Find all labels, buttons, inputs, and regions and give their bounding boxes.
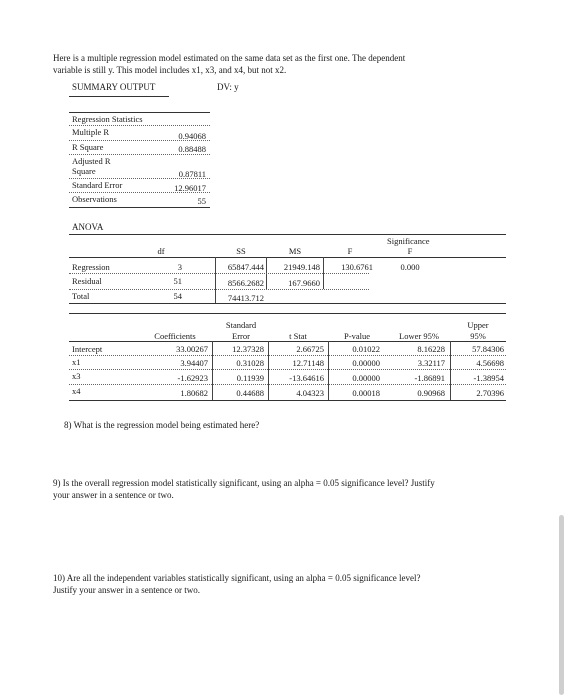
anova-row-divider bbox=[69, 289, 369, 290]
anova-ss: 8566.2682 bbox=[227, 278, 264, 288]
anova-header-df: df bbox=[157, 246, 165, 256]
anova-ss: 65847.444 bbox=[227, 262, 264, 272]
rs-label-cont: Square bbox=[72, 166, 96, 176]
rs-divider bbox=[69, 125, 210, 126]
anova-header-ss: SS bbox=[236, 246, 246, 256]
coef-value: -1.62923 bbox=[177, 373, 208, 383]
coef-t: 2.66725 bbox=[296, 344, 324, 354]
anova-title: ANOVA bbox=[72, 222, 104, 232]
coef-lower: -1.86891 bbox=[414, 373, 445, 383]
dv-label: DV: y bbox=[217, 82, 239, 92]
coef-header-upper: Upper bbox=[467, 320, 489, 330]
intro-line-2: variable is still y. This model includes x1, x3, and x4, but not x2. bbox=[53, 65, 287, 75]
coef-p: 0.01022 bbox=[352, 344, 380, 354]
intro-line-1: Here is a multiple regression model estimated on the same data set as the first one. The dependent bbox=[53, 53, 406, 63]
coef-row-label: x4 bbox=[72, 386, 81, 396]
rs-divider bbox=[69, 140, 210, 141]
rs-bottom-rule bbox=[69, 207, 210, 208]
coef-upper: 4.56698 bbox=[476, 358, 504, 368]
coef-lower: 3.32117 bbox=[417, 358, 445, 368]
anova-bottom-rule bbox=[69, 303, 506, 304]
question-10-line-1: 10) Are all the independent variables statistically significant, using an alpha = 0.05 significance level? bbox=[53, 573, 421, 583]
coef-value: 33.00267 bbox=[176, 344, 208, 354]
anova-df: 3 bbox=[177, 262, 182, 272]
anova-df: 51 bbox=[173, 276, 182, 286]
coef-header-t: t Stat bbox=[289, 331, 307, 341]
coef-header-upper-cont: 95% bbox=[470, 331, 486, 341]
rs-label: Multiple R bbox=[72, 127, 110, 137]
coef-top-rule bbox=[69, 313, 506, 314]
question-10-line-2: Justify your answer in a sentence or two. bbox=[53, 585, 200, 595]
rs-label: R Square bbox=[72, 142, 104, 152]
rs-label: Adjusted R bbox=[72, 156, 111, 166]
coef-header-se: Standard bbox=[225, 320, 257, 330]
anova-f: 130.6761 bbox=[341, 262, 373, 272]
intro-text bbox=[53, 52, 523, 76]
question-10 bbox=[53, 572, 523, 596]
rs-divider bbox=[69, 154, 210, 155]
anova-header-rule bbox=[69, 257, 506, 258]
coef-t: 12.71148 bbox=[292, 358, 324, 368]
coef-header-coef: Coefficients bbox=[154, 331, 196, 341]
coef-se: 0.44688 bbox=[236, 388, 264, 398]
vertical-scrollbar[interactable] bbox=[559, 515, 564, 695]
rs-divider bbox=[69, 192, 210, 193]
rs-value: 12.96017 bbox=[174, 183, 206, 193]
anova-header-ms: MS bbox=[288, 246, 302, 256]
rs-value: 0.87811 bbox=[178, 169, 206, 179]
anova-title-rule bbox=[69, 234, 506, 235]
anova-row-label: Total bbox=[72, 291, 90, 301]
question-9-line-1: 9) Is the overall regression model statistically significant, using an alpha = 0.05 significance level? Justify bbox=[53, 478, 435, 488]
coef-bottom-rule bbox=[69, 400, 506, 401]
coef-header-se-cont: Error bbox=[232, 331, 250, 341]
coef-value: 3.94407 bbox=[180, 358, 208, 368]
anova-ms: 21949.148 bbox=[283, 262, 320, 272]
coef-p: 0.00000 bbox=[352, 373, 380, 383]
summary-title: SUMMARY OUTPUT bbox=[72, 82, 156, 92]
rs-heading: Regression Statistics bbox=[72, 114, 143, 124]
coef-row-label: x3 bbox=[72, 371, 81, 381]
anova-ss: 74413.712 bbox=[227, 293, 264, 303]
rs-divider bbox=[69, 178, 210, 179]
coef-row-divider bbox=[69, 355, 506, 356]
summary-underline bbox=[69, 96, 169, 97]
anova-row-label: Regression bbox=[72, 262, 110, 272]
anova-row-label: Residual bbox=[72, 276, 102, 286]
coef-t: 4.04323 bbox=[296, 388, 324, 398]
question-8: 8) What is the regression model being estimated here? bbox=[64, 420, 260, 430]
coef-header-lower: Lower 95% bbox=[399, 331, 439, 341]
anova-row-divider bbox=[69, 273, 369, 274]
anova-ms: 167.9660 bbox=[288, 278, 320, 288]
coef-t: -13.64616 bbox=[289, 373, 324, 383]
anova-sig: 0.000 bbox=[400, 262, 420, 272]
anova-header-sig: Significance bbox=[387, 236, 430, 246]
coef-upper: 57.84306 bbox=[472, 344, 504, 354]
coef-se: 12.37328 bbox=[232, 344, 264, 354]
rs-label: Observations bbox=[72, 194, 117, 204]
rs-label: Standard Error bbox=[72, 180, 123, 190]
coef-p: 0.00018 bbox=[352, 388, 380, 398]
rs-value: 55 bbox=[197, 196, 206, 206]
coef-upper: 2.70396 bbox=[476, 388, 504, 398]
question-9-line-2: your answer in a sentence or two. bbox=[53, 490, 174, 500]
question-9 bbox=[53, 477, 523, 501]
coef-row-divider bbox=[69, 384, 506, 385]
coef-row-divider bbox=[69, 369, 506, 370]
coef-header-p: P-value bbox=[344, 331, 370, 341]
coef-upper: -1.38954 bbox=[473, 373, 504, 383]
coef-se: 0.31028 bbox=[236, 358, 264, 368]
rs-value: 0.88488 bbox=[178, 144, 206, 154]
coef-value: 1.80682 bbox=[180, 388, 208, 398]
anova-df: 54 bbox=[173, 291, 182, 301]
anova-header-sig-cont: F bbox=[407, 246, 413, 256]
rs-top-rule bbox=[69, 112, 210, 113]
coef-lower: 0.90968 bbox=[417, 388, 445, 398]
coef-se: 0.11939 bbox=[236, 373, 264, 383]
coef-p: 0.00000 bbox=[352, 358, 380, 368]
coef-row-label: Intercept bbox=[72, 344, 103, 354]
coef-lower: 8.16228 bbox=[417, 344, 445, 354]
anova-header-f: F bbox=[347, 246, 353, 256]
coef-header-rule bbox=[69, 341, 506, 342]
rs-value: 0.94068 bbox=[178, 131, 206, 141]
coef-row-label: x1 bbox=[72, 357, 81, 367]
